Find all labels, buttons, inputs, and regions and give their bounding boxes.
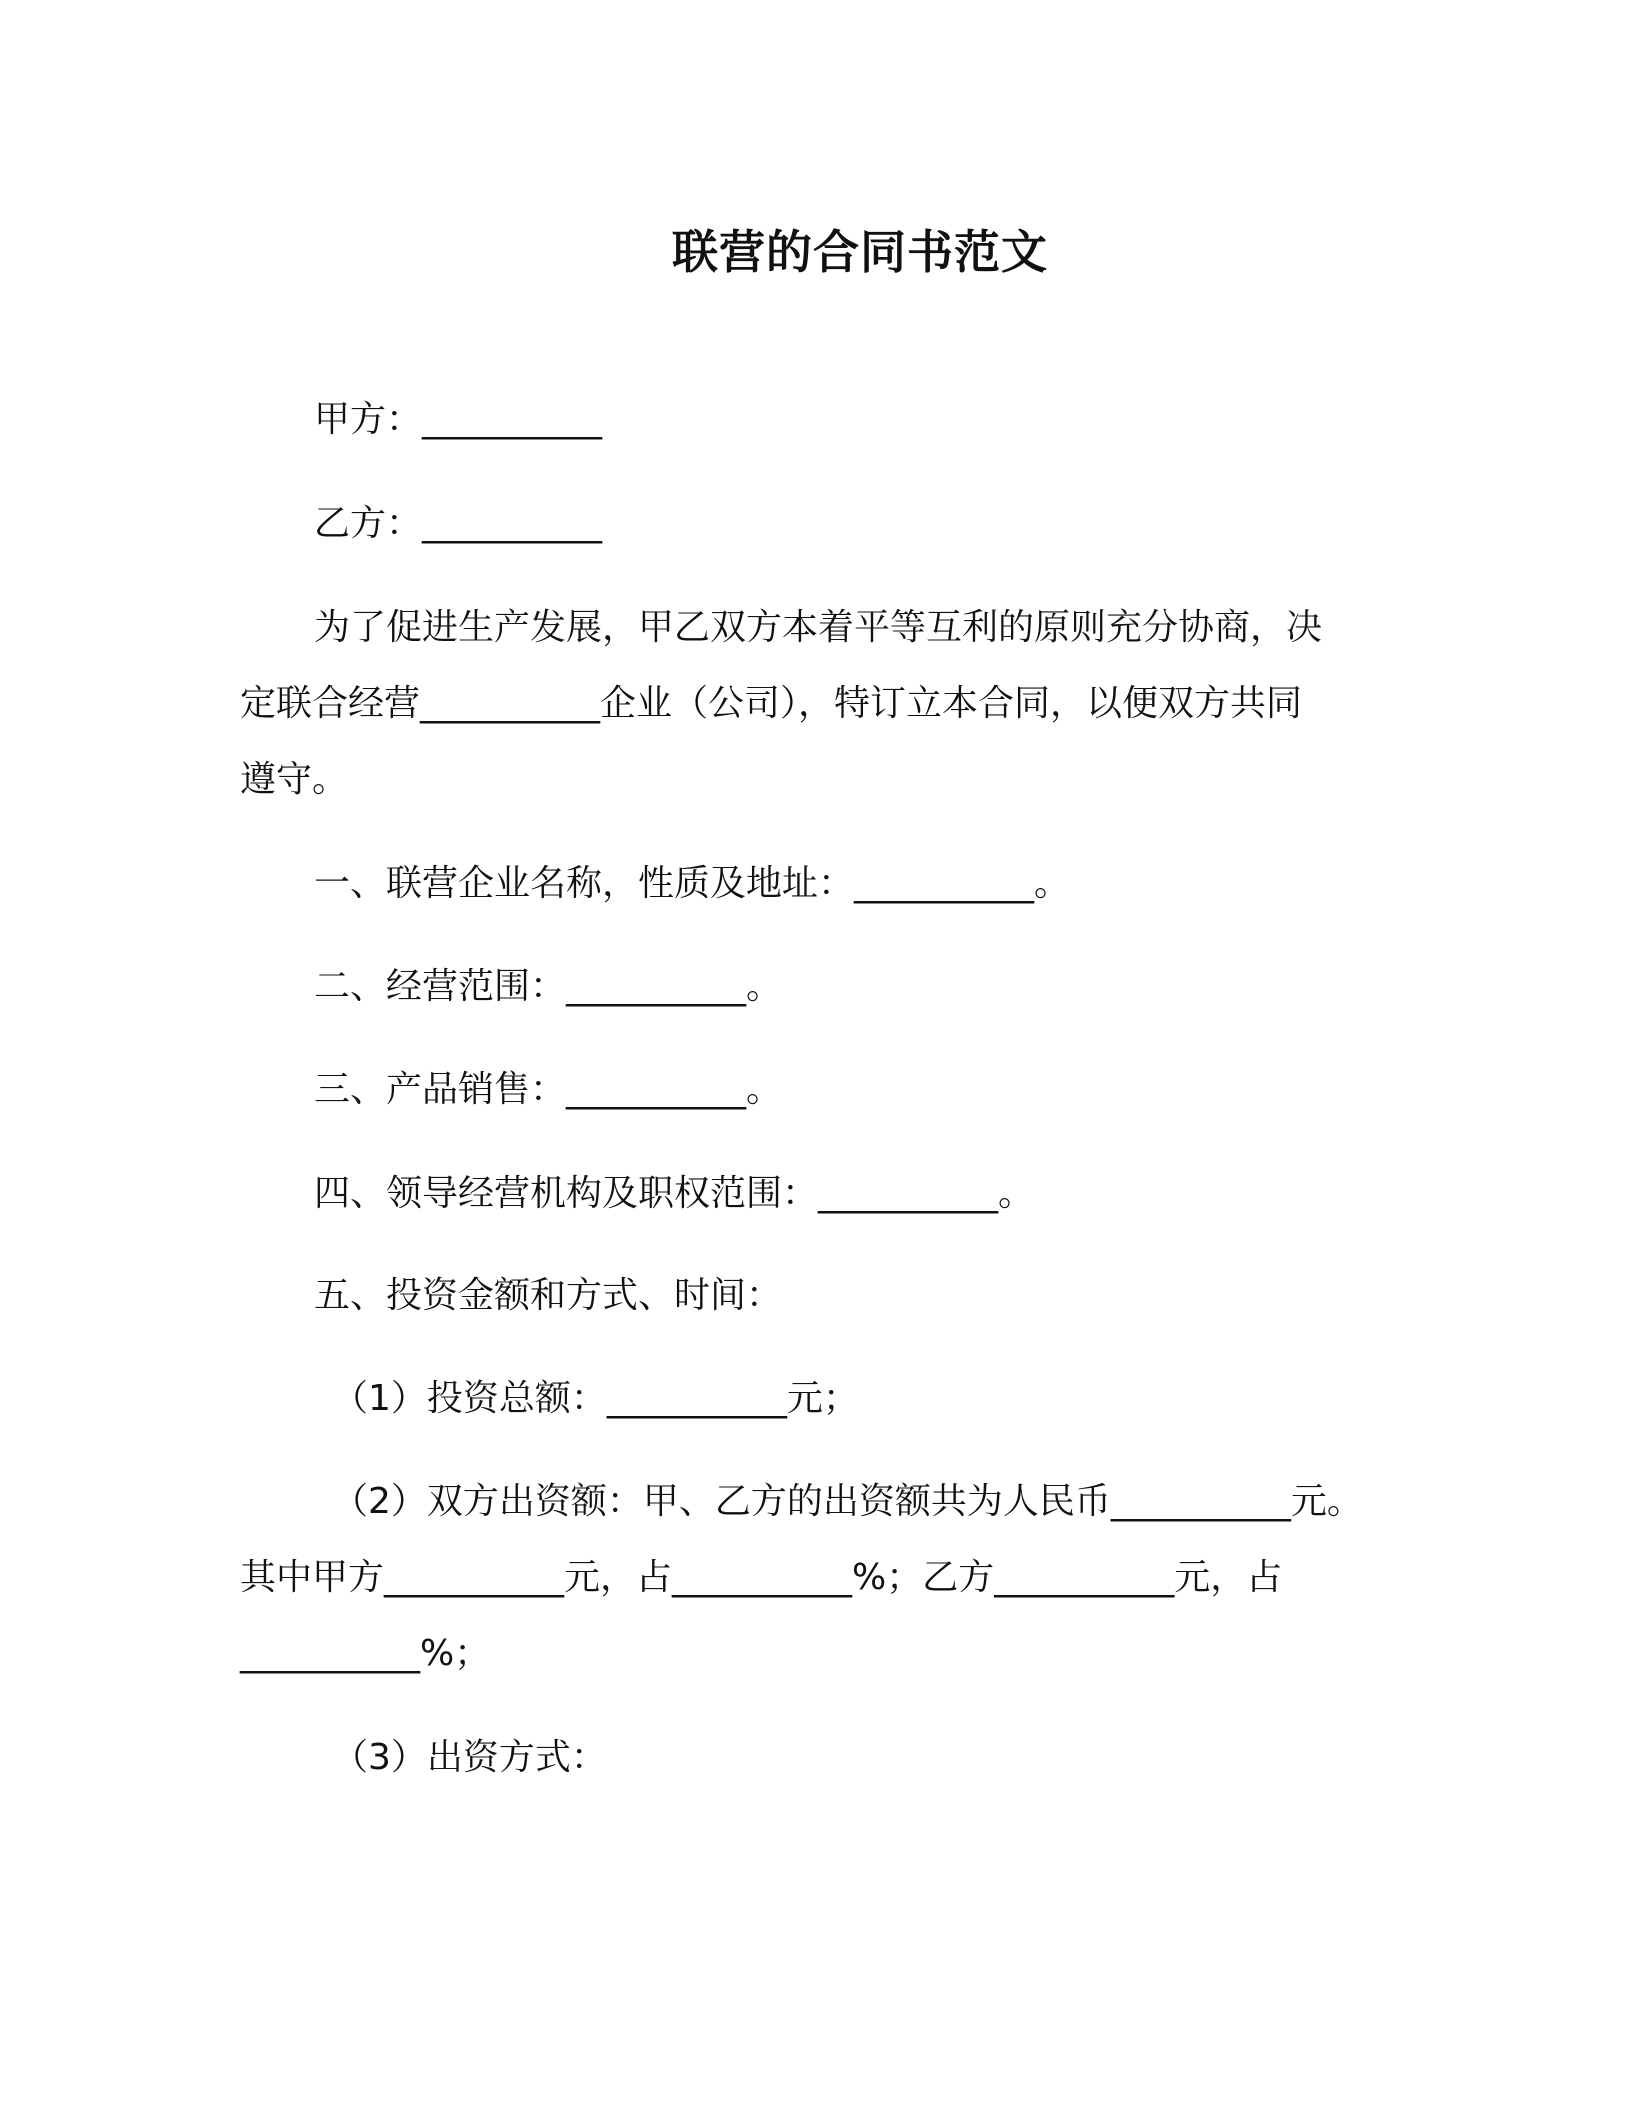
- preamble-line-2: 定联合经营__________企业（公司），特订立本合同，以便双方共同: [240, 683, 1303, 724]
- clause-5-item-2-line-3: __________%；: [240, 1633, 491, 1674]
- clause-3: 三、产品销售：__________。: [314, 1069, 783, 1110]
- preamble-line-3: 遵守。: [240, 759, 349, 800]
- document-title: 联营的合同书范文: [672, 225, 1048, 279]
- clause-5-item-3: （3）出资方式：: [332, 1737, 607, 1778]
- party-a-line: 甲方：__________: [314, 399, 603, 440]
- party-b-line: 乙方：__________: [314, 503, 603, 544]
- clause-4: 四、领导经营机构及职权范围：__________。: [314, 1173, 1035, 1214]
- clause-5: 五、投资金额和方式、时间：: [314, 1275, 783, 1316]
- clause-5-item-1: （1）投资总额：__________元；: [332, 1378, 859, 1419]
- clause-5-item-2-line-2: 其中甲方__________元，占__________%；乙方__________元，占: [240, 1557, 1283, 1598]
- clause-5-item-2-line-1: （2）双方出资额：甲、乙方的出资额共为人民币__________元。: [332, 1481, 1363, 1522]
- preamble-line-1: 为了促进生产发展，甲乙双方本着平等互利的原则充分协商，决: [314, 607, 1323, 648]
- clause-2: 二、经营范围：__________。: [314, 966, 783, 1007]
- clause-1: 一、联营企业名称，性质及地址：__________。: [314, 863, 1071, 904]
